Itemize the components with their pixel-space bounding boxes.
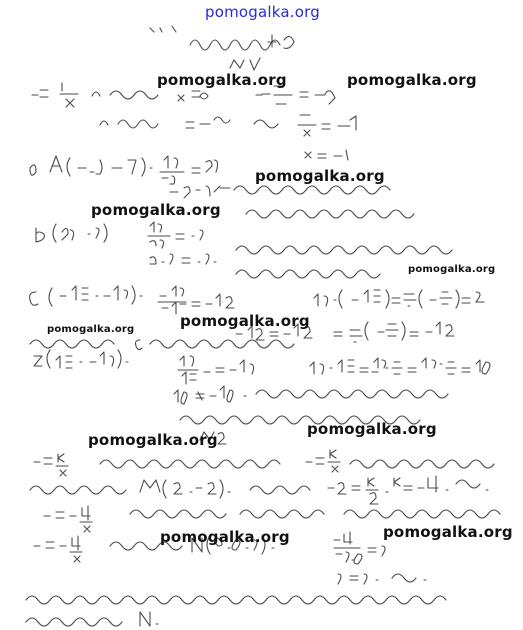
- watermark: pomogalka.org: [160, 528, 290, 546]
- watermark: pomogalka.org: [383, 523, 513, 541]
- watermark: pomogalka.org: [307, 420, 437, 438]
- watermark: pomogalka.org: [47, 324, 135, 335]
- watermark-top: pomogalka.org: [205, 3, 320, 21]
- watermark: pomogalka.org: [347, 71, 477, 89]
- watermark: pomogalka.org: [408, 264, 496, 275]
- watermark: pomogalka.org: [88, 431, 218, 449]
- watermark: pomogalka.org: [91, 201, 221, 219]
- watermark: pomogalka.org: [255, 167, 385, 185]
- watermark: pomogalka.org: [157, 71, 287, 89]
- watermark: pomogalka.org: [180, 312, 310, 330]
